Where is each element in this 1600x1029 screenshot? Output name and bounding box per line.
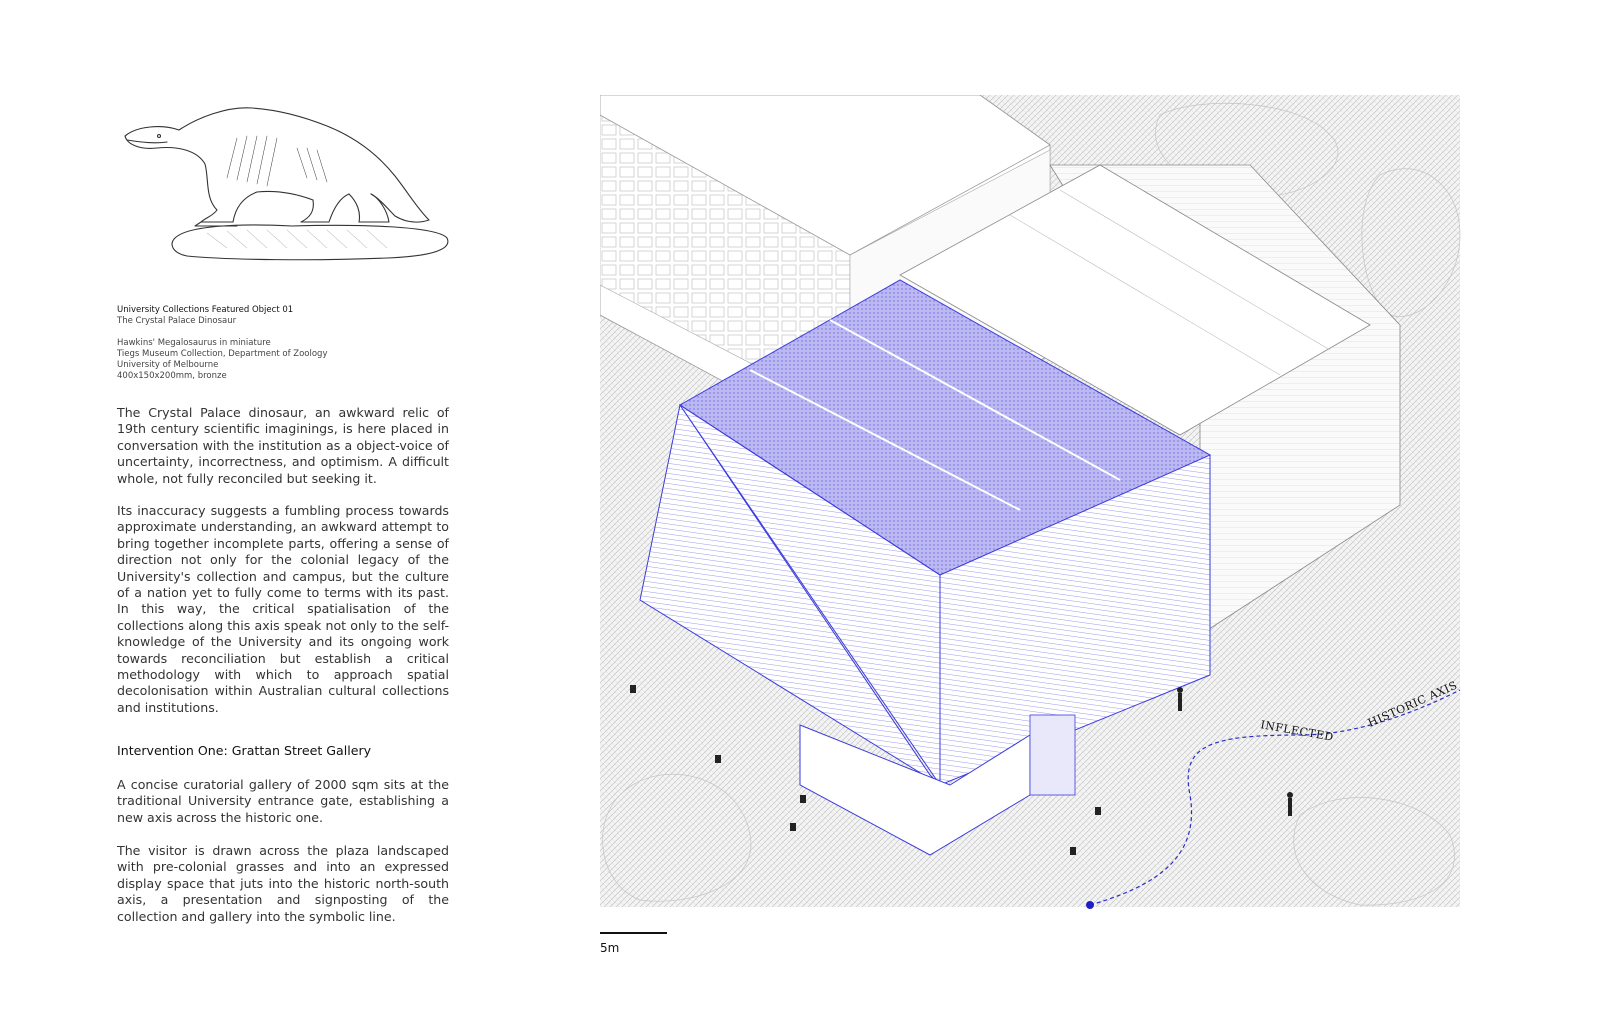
inflected-label: INFLECTED — [1259, 718, 1335, 744]
scale-label: 5m — [600, 941, 620, 955]
intervention-paragraph: The visitor is drawn across the plaza landscaped with pre-colonial grasses and into an expressed display space that juts into the historic north-south axis, a presentation and signposting of the collection and gallery into the symbolic line. — [117, 843, 449, 924]
intervention-paragraph: A concise curatorial gallery of 2000 sqm sits at the traditional University entrance gate, establishing a new axis across the historic one. — [117, 777, 449, 825]
intervention-heading: Intervention One: Grattan Street Gallery — [117, 743, 372, 758]
caption-detail: 400x150x200mm, bronze — [117, 371, 227, 381]
axonometric-drawing — [600, 95, 1480, 930]
body-paragraph: The Crystal Palace dinosaur, an awkward relic of 19th century scientific imaginings, is here placed in conversation with the institution as a object-voice of uncertainty, incorrectness, and optimism. A difficult whole, not fully reconciled but seeking it. — [117, 405, 449, 486]
axis-start-dot — [1086, 901, 1094, 909]
caption-detail: Tiegs Museum Collection, Department of Zoology — [117, 349, 328, 359]
caption-detail: University of Melbourne — [117, 360, 219, 370]
dinosaur-sketch — [117, 98, 467, 268]
scale-bar — [600, 932, 667, 934]
historic-axis-label: HISTORIC AXIS — [1365, 678, 1460, 730]
caption-title: University Collections Featured Object 01 — [117, 305, 294, 315]
caption-detail: Hawkins' Megalosaurus in miniature — [117, 338, 271, 348]
body-paragraph: Its inaccuracy suggests a fumbling process towards approximate understanding, an awkward attempt to bring together incomplete parts, offering a sense of direction not only for the colonial legacy of the University's collection and campus, but the culture of a nation yet to fully come to terms with its past. In this way, the critical spatialisation of the collections along this axis speak not only to the self-knowledge of the University and its ongoing work towards reconciliation but establish a critical methodology with which to approach spatial decolonisation within Australian cultural collections and institutions. — [117, 503, 449, 715]
object-caption — [117, 305, 457, 382]
caption-subtitle: The Crystal Palace Dinosaur — [117, 316, 237, 326]
